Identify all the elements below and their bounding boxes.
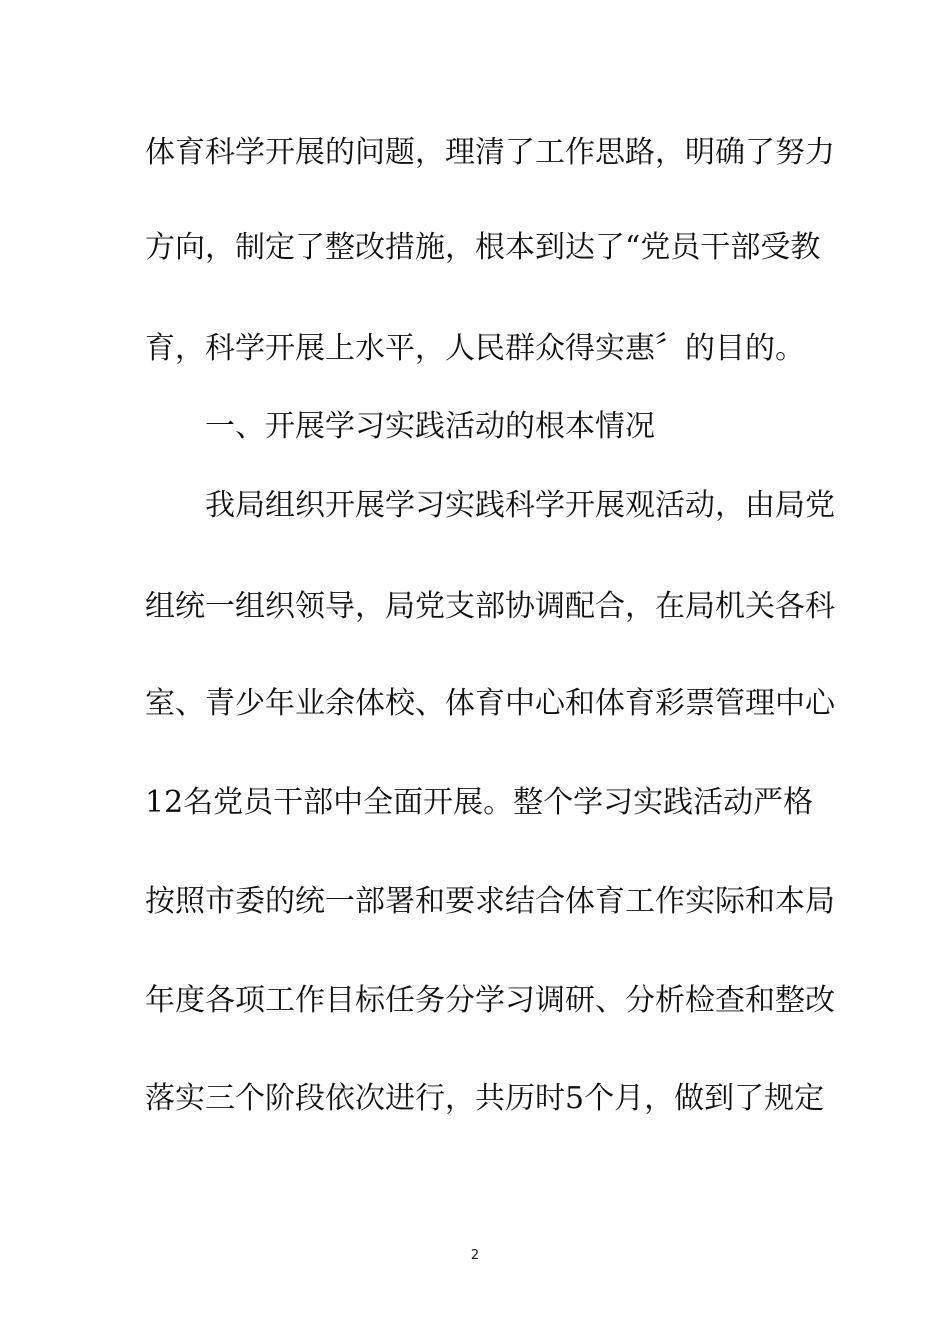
paragraph-line-6: 室、青少年业余体校、体育中心和体育彩票管理中心 bbox=[145, 686, 835, 721]
paragraph-line-4: 我局组织开展学习实践科学开展观活动，由局党 bbox=[205, 488, 835, 523]
paragraph-line-2: 方向，制定了整改措施，根本到达了“党员干部受教 bbox=[145, 230, 821, 265]
paragraph-line-5: 组统一组织领导，局党支部协调配合，在局机关各科 bbox=[145, 589, 835, 624]
paragraph-line-1: 体育科学开展的问题，理清了工作思路，明确了努力 bbox=[145, 135, 835, 170]
paragraph-line-9: 年度各项工作目标任务分学习调研、分析检查和整改 bbox=[145, 983, 835, 1018]
paragraph-line-8: 按照市委的统一部署和要求结合体育工作实际和本局 bbox=[145, 884, 835, 919]
page-number: 2 bbox=[470, 1248, 480, 1263]
paragraph-line-10: 落实三个阶段依次进行，共历时5个月，做到了规定 bbox=[145, 1081, 825, 1116]
paragraph-line-3: 育，科学开展上水平，人民群众得实惠〞的目的。 bbox=[145, 331, 805, 366]
paragraph-line-7: 12名党员干部中全面开展。整个学习实践活动严格 bbox=[145, 785, 814, 820]
section-heading: 一、开展学习实践活动的根本情况 bbox=[205, 409, 655, 444]
